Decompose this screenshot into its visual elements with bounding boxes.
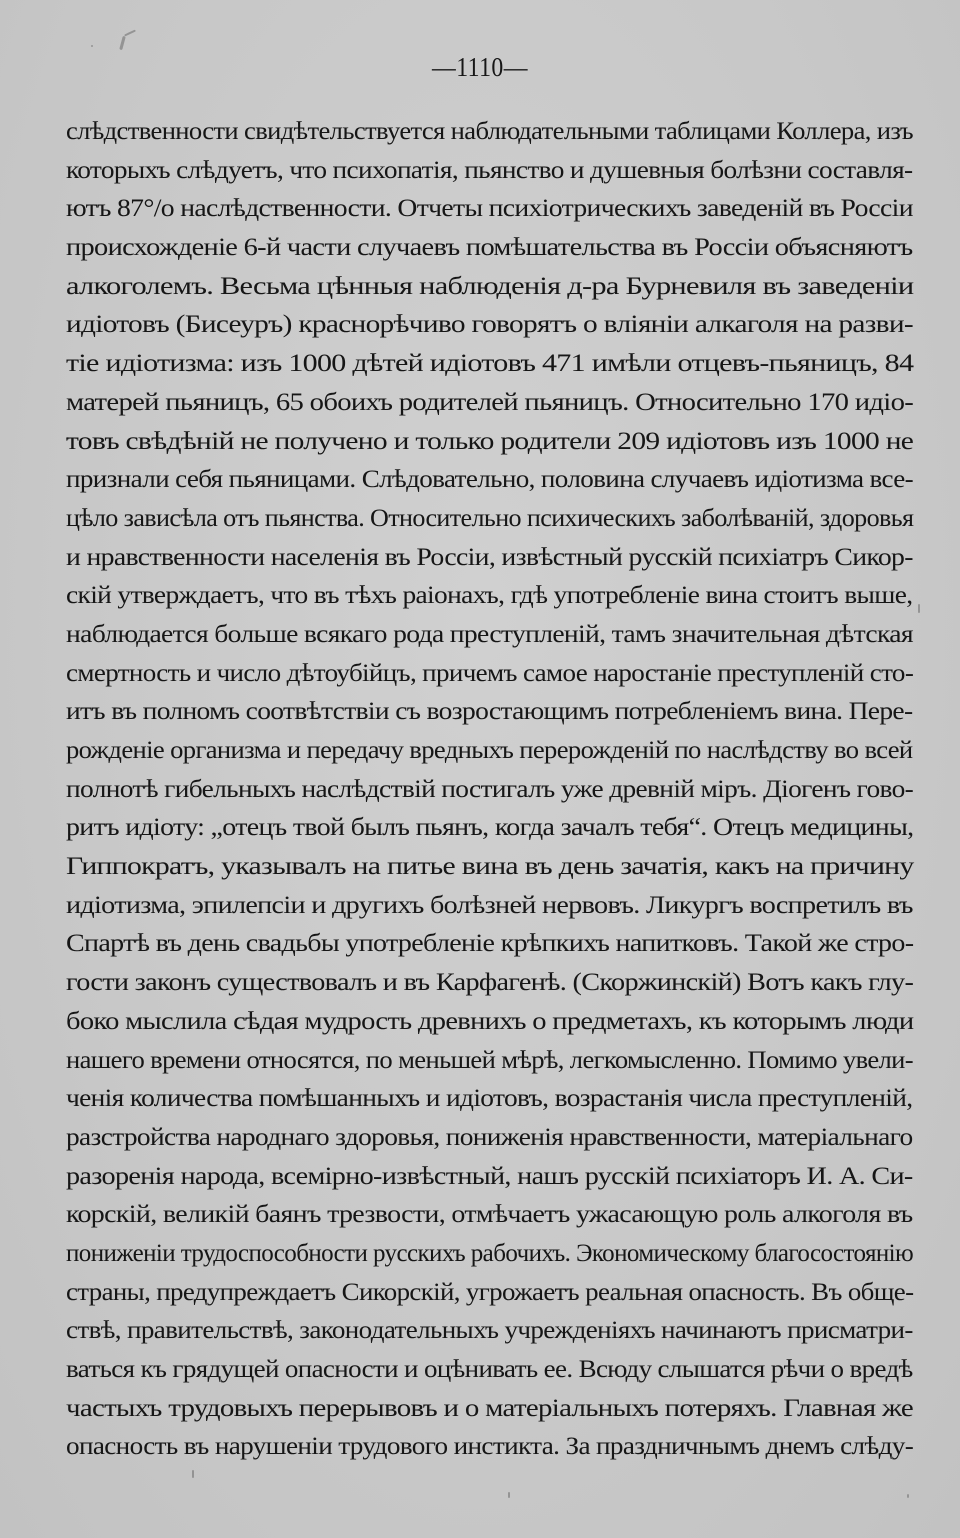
text-line	[66, 1234, 913, 1273]
text-line	[66, 228, 913, 267]
text-line-content: ваться къ грядущей опасности и оцѣнивать ее. Всюду слышатся рѣчи о вредѣ	[66, 1354, 913, 1383]
text-line	[66, 731, 913, 770]
text-line	[66, 460, 913, 499]
text-line-content: товъ свѣдѣній не получено и только родители 209 идіотовъ изъ 1000 не	[66, 425, 914, 455]
text-line	[66, 1002, 913, 1041]
text-line-content: частыхъ трудовыхъ перерывовъ и о матеріальныхъ потеряхъ. Главная же	[66, 1392, 913, 1422]
text-line	[66, 1427, 913, 1466]
text-line	[66, 112, 913, 151]
text-line	[66, 305, 913, 344]
text-line-content: опасность въ нарушеніи трудового инстикта. За праздничнымъ днемъ слѣду-	[66, 1431, 914, 1461]
text-line	[66, 808, 913, 847]
text-line	[66, 1195, 913, 1234]
text-line	[66, 1389, 913, 1428]
text-line-content: разоренія народа, всемірно-извѣстный, нашъ русскій психіаторъ И. А. Си-	[66, 1160, 913, 1190]
text-line	[66, 1079, 913, 1118]
text-line	[66, 1118, 913, 1157]
text-line	[66, 654, 913, 693]
text-line	[66, 499, 913, 538]
text-line	[66, 1157, 913, 1196]
text-line-content: скій утверждаетъ, что въ тѣхъ раіонахъ, гдѣ употребленіе вина стоитъ выше,	[66, 580, 913, 610]
text-line	[66, 615, 913, 654]
text-line-content: итъ въ полномъ соотвѣтствіи съ возростающимъ потребленіемъ вина. Пере-	[66, 696, 913, 726]
text-line-content: идіотовъ (Бисеуръ) краснорѣчиво говорятъ о вліяніи алкаголя на разви-	[66, 309, 913, 339]
text-line	[66, 1350, 913, 1389]
text-line-content: страны, предупреждаетъ Сикорскій, угрожаетъ реальная опасность. Въ обще-	[66, 1276, 914, 1306]
text-line-content: ритъ идіоту: „отецъ твой былъ пьянъ, когда зачалъ тебя“. Отецъ медицины,	[66, 812, 914, 842]
text-line	[66, 924, 913, 963]
text-line-content: которыхъ слѣдуетъ, что психопатія, пьянство и душевныя болѣзни составля-	[66, 154, 913, 184]
text-line	[66, 576, 913, 615]
text-line-content: корскій, великій баянъ трезвости, отмѣчаетъ ужасающую роль алкоголя въ	[66, 1199, 913, 1229]
scan-artifact	[918, 604, 920, 613]
text-line-content: слѣдственности свидѣтельствуется наблюдательными таблицами Коллера, изъ	[66, 116, 913, 145]
text-line-content: гости законъ существовалъ и въ Карфагенѣ. (Скоржинскій) Вотъ какъ глу-	[66, 967, 914, 997]
text-line	[66, 963, 913, 1002]
text-line-content: алкоголемъ. Весьма цѣнныя наблюденія д-ра Бурневиля въ заведеніи	[66, 270, 914, 300]
text-line-content: ченія количества помѣшанныхъ и идіотовъ, возрастанія числа преступленій,	[66, 1083, 913, 1113]
text-line-content: наблюдается больше всякаго рода преступленій, тамъ значительная дѣтская	[66, 618, 913, 648]
text-line	[66, 1041, 913, 1080]
text-line	[66, 267, 913, 306]
text-line	[66, 422, 913, 461]
text-line	[66, 886, 913, 925]
text-line	[66, 847, 913, 886]
text-line	[66, 1311, 913, 1350]
scan-artifact	[119, 36, 126, 50]
text-line	[66, 1273, 913, 1312]
text-line-content: тіе идіотизма: изъ 1000 дѣтей идіотовъ 471 имѣли отцевъ-пьяницъ, 84	[66, 348, 914, 378]
text-line-content: пониженіи трудоспособности русскихъ рабочихъ. Экономическому благосостоянію	[66, 1237, 914, 1267]
page-number: —1110—	[432, 52, 528, 82]
text-line	[66, 538, 913, 577]
text-line-content: ютъ 87°/o наслѣдственности. Отчеты психіотрическихъ заведеній въ Россіи	[66, 193, 913, 223]
text-line-content: полнотѣ гибельныхъ наслѣдствій постигалъ уже древній міръ. Діогенъ гово-	[66, 773, 914, 803]
text-line-content: Гиппократъ, указывалъ на питье вина въ день зачатія, какъ на причину	[66, 851, 914, 881]
scan-artifact	[91, 45, 93, 47]
text-line-content: матерей пьяницъ, 65 обоихъ родителей пьяницъ. Относительно 170 идіо-	[66, 386, 914, 416]
scan-artifact	[508, 1492, 510, 1498]
text-line-content: рожденіе организма и передачу вредныхъ перерожденій по наслѣдству во всей	[66, 735, 913, 764]
text-line	[66, 344, 913, 383]
text-line	[66, 770, 913, 809]
text-line-content: боко мыслила сѣдая мудрость древнихъ о предметахъ, къ которымъ люди	[66, 1005, 914, 1035]
text-line	[66, 151, 913, 190]
text-line-content: ствѣ, правительствѣ, законодательныхъ учрежденіяхъ начинаютъ присматри-	[66, 1315, 913, 1345]
text-line-content: происхожденіе 6-й части случаевъ помѣшательства въ Россіи объясняютъ	[66, 232, 913, 262]
text-line-content: признали себя пьяницами. Слѣдовательно, половина случаевъ идіотизма все-	[66, 464, 914, 494]
text-line-content: разстройства народнаго здоровья, пониженія нравственности, матеріальнаго	[66, 1121, 913, 1151]
text-line	[66, 692, 913, 731]
text-line-content: нашего времени относятся, по меньшей мѣрѣ, легкомысленно. Помимо увели-	[66, 1044, 914, 1074]
text-line-content: Спартѣ въ день свадьбы употребленіе крѣпкихъ напитковъ. Такой же стро-	[66, 928, 914, 958]
text-line	[66, 383, 913, 422]
scan-artifact	[192, 1470, 194, 1478]
scan-artifact	[124, 30, 136, 37]
text-line-content: идіотизма, эпилепсіи и другихъ болѣзней нервовъ. Ликургъ воспретилъ въ	[66, 889, 913, 919]
body-text	[66, 112, 913, 1466]
scan-artifact	[907, 1494, 909, 1498]
text-line-content: и нравственности населенія въ Россіи, извѣстный русскій психіатръ Сикор-	[66, 541, 913, 571]
text-line-content: цѣло зависѣла отъ пьянства. Относительно психическихъ заболѣваній, здоровья	[66, 502, 914, 532]
text-line	[66, 189, 913, 228]
text-line-content: смертность и число дѣтоубійцъ, причемъ самое наростаніе преступленій сто-	[66, 657, 914, 687]
